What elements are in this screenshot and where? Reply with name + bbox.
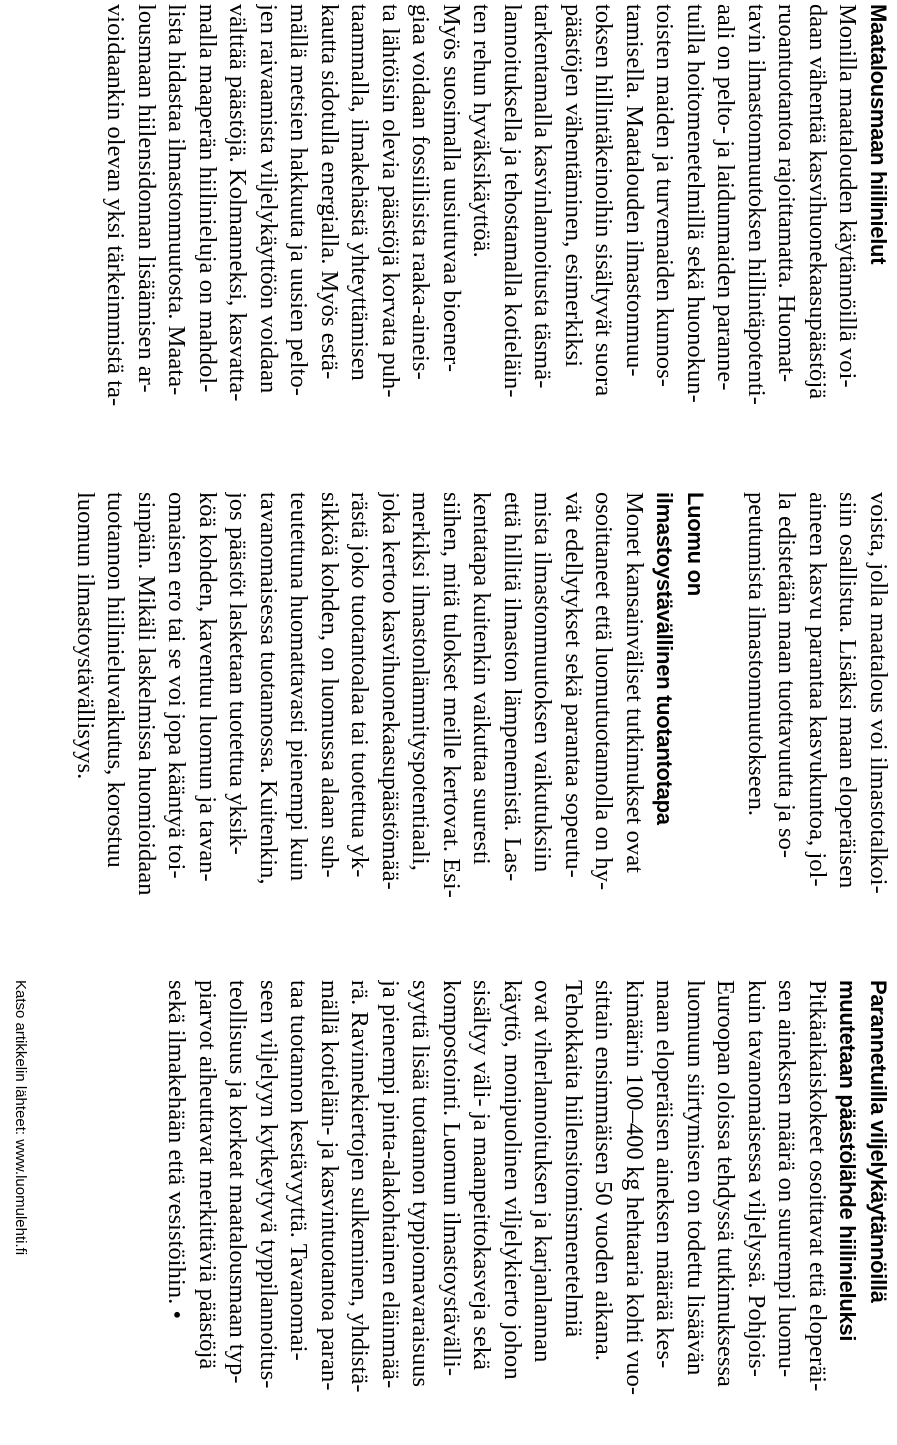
text-line: välttää päästöjä. Kolmanneksi, kasvatta- (224, 4, 252, 402)
text-line: tavanomaisessa tuotannossa. Kuitenkin, (255, 492, 282, 885)
text-line: luomuun siirtymisen on todettu lisäävän (682, 980, 709, 1376)
text-line: malla maaperän hiilinieluja on mahdol- (194, 4, 221, 393)
text-line: ruoantuotantoa rajoittamatta. Huomat- (773, 4, 801, 383)
text-line: Myös suosimalla uusiutuvaa bioener- (438, 4, 465, 373)
text-line: ta lähtöisin olevia päästöjä korvata puh- (377, 4, 404, 398)
text-line: seen viljelyyn kytkeytyvä typpilannoitus- (255, 980, 282, 1389)
text-line: ovat viherlannoituksen ja karjanlannan (529, 980, 557, 1363)
text-line: kompostointi. Luomun ilmastoystävälli- (438, 980, 465, 1377)
text-line: lista hidastaa ilmastonmuutosta. Maata- (163, 4, 191, 396)
article-column-1 (100, 4, 893, 444)
text-line: sittain ensimmäisen 50 vuoden aikana. (590, 980, 618, 1361)
text-line: Pitkäaikaiskokeet osoittavat että eloperäi- (804, 980, 831, 1392)
text-line: maan eloperäisen aineksen määrää kes- (651, 980, 679, 1369)
text-line: peutumista ilmastonmuutokseen. (743, 492, 770, 817)
text-line: ten rehun hyväksikäyttöä. (468, 4, 496, 258)
text-line: rä. Ravinnekiertojen sulkeminen, yhdistä- (346, 980, 374, 1393)
text-line: giaa voidaan fossiilisista raaka-aineis- (407, 4, 435, 380)
section-heading-line: Maatalousmaan hiilinielut (866, 4, 891, 265)
text-line: päästöjen vähentäminen, esimerkiksi (560, 4, 587, 368)
text-line: syyttä lisää tuotannon typpiomavaraisuus (407, 980, 435, 1388)
text-line: aali on pelto- ja laidunmaiden paranne- (712, 4, 740, 391)
text-line: sekä ilmakehään että vesistöihin. • (163, 980, 191, 1320)
text-line: käyttö, monipuolinen viljelykierto johon (499, 980, 526, 1380)
text-line: kentatapa kuitenkin vaikuttaa suuresti (468, 492, 496, 865)
text-line: rästä joko tuotantoalaa tai tuotettua yk- (346, 492, 374, 878)
text-line: teollisuus ja korkeat maatalousmaan typ- (224, 980, 252, 1384)
text-line: vät edellytykset sekä parantaa sopeutu- (560, 492, 587, 878)
article-column-3 (161, 980, 893, 1440)
text-line: tarkentamalla kasvinlannoitusta täsmä- (529, 4, 557, 389)
text-line: sen aineksen määrä on suurempi luomu- (773, 980, 801, 1378)
section-heading-line: muutetaan päästölähde hiilinieluksi (835, 980, 861, 1342)
text-line: lannoituksella ja tehostamalla kotieläin- (499, 4, 526, 398)
text-line: kuin tavanomaisessa viljelyssä. Pohjois- (743, 980, 770, 1377)
text-line: Monet kansainväliset tutkimukset ovat (621, 492, 648, 874)
text-line: luomun ilmastoystävällisyys. (72, 492, 99, 780)
text-line: sisältyy väli- ja maanpeittokasveja sekä (468, 980, 496, 1371)
section-heading-line: ilmastoystävällinen tuotantotapa (652, 492, 678, 825)
article-column-2 (70, 492, 894, 932)
text-line: merkiksi ilmastonlämmityspotentiaali, (407, 492, 435, 871)
text-line: taa tuotannon kestävyyttä. Tavanomai- (285, 980, 313, 1361)
text-line: Tehokkaita hiilensitomismenetelmiä (560, 980, 587, 1338)
text-line: taammalla, ilmakehästä yhteyttämisen (346, 4, 374, 381)
text-line: joka kertoo kasvihuonekaasupäästömää- (377, 492, 404, 890)
text-line: piarvot aiheuttavat merkittäviä päästöjä (194, 980, 221, 1370)
text-line: omaisen ero tai se voi jopa kääntyä toi- (163, 492, 191, 879)
text-line: teutettuna huomattavasti pienempi kuin (285, 492, 313, 882)
text-line: daan vähentää kasvihuonekaasupäästöjä (804, 4, 831, 400)
section-heading-line: Luomu on (683, 492, 708, 596)
text-line: osoittaneet että luomutuotannolla on hy- (590, 492, 618, 891)
text-line: toksen hillintäkeinoihin sisältyvät suora (590, 4, 618, 397)
text-line: siin osallistua. Lisäksi maan eloperäisen (834, 492, 862, 889)
text-line: että hillitä ilmaston lämpenemistä. Las- (499, 492, 526, 882)
text-line: mällä kotieläin- ja kasvintuotantoa paran- (316, 980, 343, 1391)
text-line: vioidaankin olevan yksi tärkeimmistä ta- (102, 4, 130, 407)
text-line: mällä metsien hakkuuta ja uusien pelto- (285, 4, 313, 397)
text-line: sinpäin. Mikäli laskelmissa huomioidaan (133, 492, 160, 896)
text-line: voista, jolla maatalous voi ilmastotalkoi- (865, 492, 892, 894)
section-heading-line: Parannetuilla viljelykäytännöillä (866, 980, 891, 1303)
text-line: kautta sidotulla energialla. Myös estä- (316, 4, 343, 380)
text-line: tavin ilmastonmuutoksen hillintäpotenti- (743, 4, 770, 405)
text-line: Euroopan oloissa tehdyssä tutkimuksessa (712, 980, 740, 1387)
text-line: sikköä kohden, on luomussa alaan suh- (316, 492, 343, 878)
text-line: Monilla maatalouden käytännöillä voi- (834, 4, 862, 388)
text-line: tamisella. Maatalouden ilmastonmuu- (621, 4, 648, 377)
text-line: aineen kasvu parantaa kasvukuntoa, jol- (804, 492, 831, 887)
text-line: jos päästöt lasketaan tuotettua yksik- (224, 492, 252, 855)
text-line: mista ilmastonmuutoksen vaikutuksiin (529, 492, 557, 873)
sources-note: Katso artikkelin lähteet: www.luomulehti.fi (12, 980, 29, 1256)
text-line: köä kohden, kaventuu luomun ja tavan- (194, 492, 221, 882)
text-line: siihen, mitä tulokset meille kertovat. Esi- (438, 492, 465, 898)
text-line: tuotannon hiilinieluvaikutus, korostuu (102, 492, 130, 868)
text-line: jen raivaamista viljelykäyttöön voidaan (255, 4, 282, 394)
text-line: tuilla hoitomenetelmillä sekä huonokun- (682, 4, 709, 403)
text-line: kimäärin 100–400 kg hehtaaria kohti vuo- (621, 980, 648, 1396)
text-line (710, 492, 741, 932)
text-line: la edistetään maan tuottavuutta ja so- (773, 492, 801, 859)
text-line: toisten maiden ja turvemaiden kunnos- (651, 4, 679, 388)
text-line: ja pienempi pinta-alakohtainen eläinmää- (377, 980, 404, 1389)
text-line: lousmaan hiilensidonnan lisäämisen ar- (133, 4, 160, 393)
